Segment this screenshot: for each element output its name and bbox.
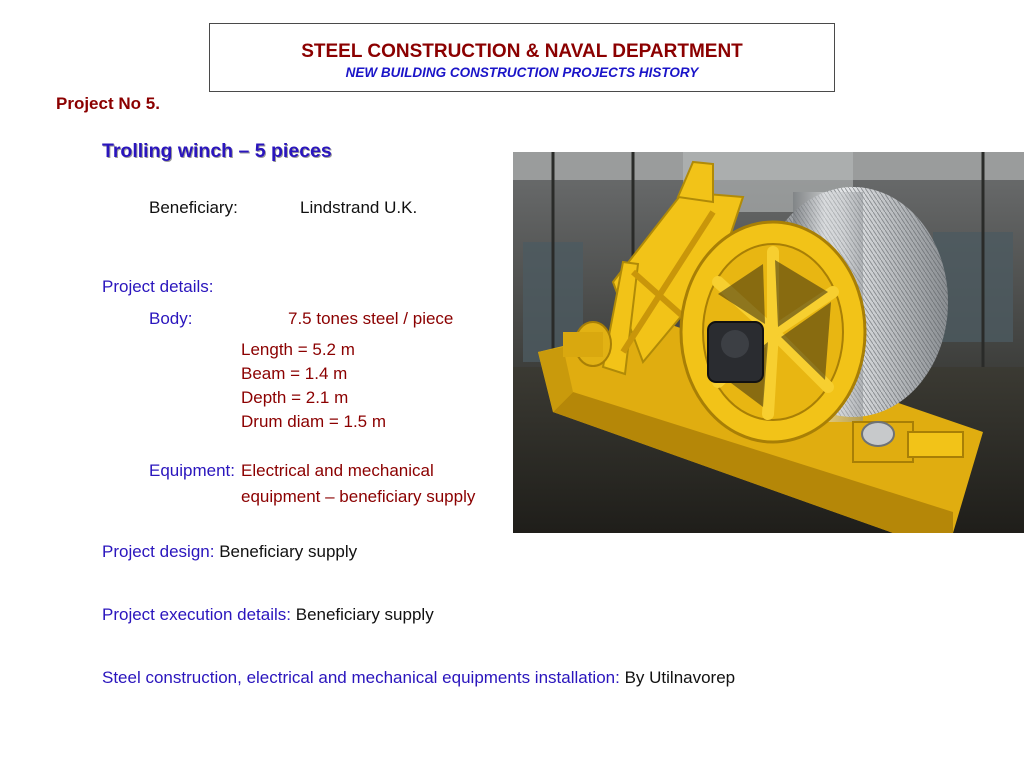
winch-photo bbox=[513, 152, 1024, 533]
project-design-value: Beneficiary supply bbox=[219, 542, 358, 561]
spec-length: Length = 5.2 m bbox=[241, 340, 355, 359]
equipment-label: Equipment: bbox=[149, 461, 235, 480]
winch-illustration bbox=[513, 152, 1024, 533]
body-label: Body: bbox=[149, 309, 193, 328]
spec-depth: Depth = 2.1 m bbox=[241, 388, 349, 407]
beneficiary-label: Beneficiary: bbox=[149, 198, 238, 217]
spec-drum-diameter: Drum diam = 1.5 m bbox=[241, 412, 387, 431]
project-execution-value: Beneficiary supply bbox=[295, 605, 434, 624]
body-value: 7.5 tones steel / piece bbox=[288, 309, 454, 328]
header-subtitle: NEW BUILDING CONSTRUCTION PROJECTS HISTORY bbox=[345, 65, 699, 80]
project-design-label: Project design: bbox=[102, 542, 215, 561]
beneficiary-value: Lindstrand U.K. bbox=[300, 198, 418, 217]
installation-label: Steel construction, electrical and mechanical equipments installation: bbox=[102, 668, 620, 687]
header-title: STEEL CONSTRUCTION & NAVAL DEPARTMENT bbox=[301, 41, 743, 62]
installation-value: By Utilnavorep bbox=[624, 668, 736, 687]
project-execution-label: Project execution details: bbox=[102, 605, 291, 624]
spec-beam: Beam = 1.4 m bbox=[241, 364, 348, 383]
header-box bbox=[209, 23, 835, 92]
project-number: Project No 5. bbox=[56, 94, 160, 113]
project-execution-row bbox=[102, 605, 434, 625]
installation-row bbox=[102, 668, 735, 688]
project-design-row bbox=[102, 542, 357, 562]
equipment-line-2: equipment – beneficiary supply bbox=[241, 487, 476, 506]
equipment-line-1: Electrical and mechanical bbox=[241, 461, 434, 480]
project-title: Trolling winch – 5 pieces bbox=[102, 140, 332, 162]
project-details-heading: Project details: bbox=[102, 277, 214, 296]
